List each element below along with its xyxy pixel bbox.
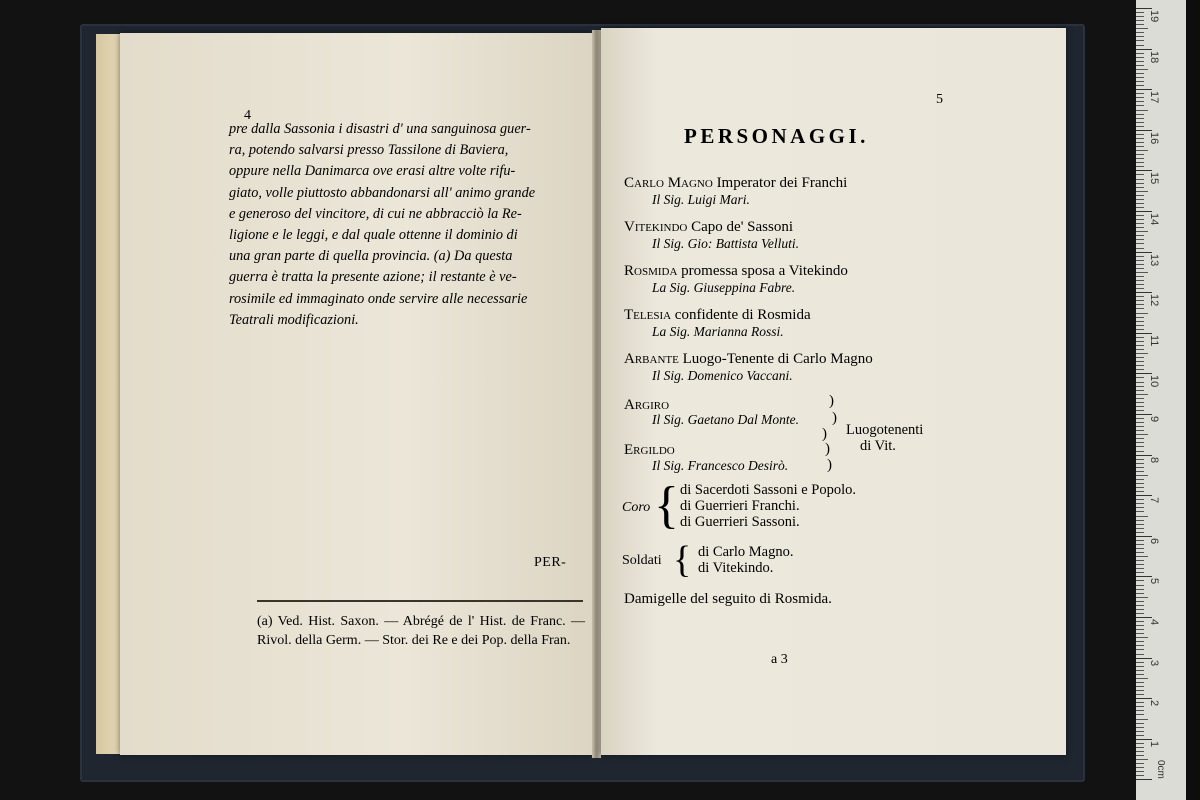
ruler-tick [1136, 524, 1144, 525]
ruler-tick [1136, 191, 1148, 192]
text-line: ligione e le leggi, e dal quale ottenne il dominio di [229, 227, 518, 244]
text-line: giato, volle piuttosto abbandonarsi all' animo grande [229, 184, 536, 201]
ruler-tick [1136, 735, 1144, 736]
text-line: guerra è tratta la presente azione; il restante è ve- [229, 269, 517, 286]
ruler-tick [1136, 126, 1144, 127]
role-name: Telesia [624, 307, 672, 323]
actor-line: La Sig. Giuseppina Fabre. [652, 280, 796, 295]
role-line [624, 218, 793, 236]
ruler-number: 8 [1148, 456, 1160, 463]
ruler-tick [1136, 134, 1144, 135]
ruler-tick [1136, 641, 1144, 642]
ruler-tick [1136, 382, 1144, 383]
ruler-tick [1136, 231, 1148, 232]
ruler-tick [1136, 487, 1144, 488]
ruler-tick [1136, 706, 1144, 707]
ruler-tick [1136, 150, 1148, 151]
ruler-tick [1136, 633, 1144, 634]
ruler-number: 18 [1148, 50, 1160, 63]
brace-glyph: { [673, 539, 692, 581]
ruler-number: 12 [1148, 294, 1160, 307]
ruler-tick [1136, 674, 1144, 675]
ruler-tick [1136, 552, 1144, 553]
ruler-tick [1136, 568, 1144, 569]
ruler-tick [1136, 365, 1144, 366]
paren-mark: ) [825, 441, 830, 457]
ruler-tick [1136, 548, 1144, 549]
ruler-tick [1136, 723, 1144, 724]
ruler-tick [1136, 649, 1144, 650]
role-name: Arbante [624, 351, 679, 367]
ruler-tick [1136, 763, 1144, 764]
ruler-tick [1136, 475, 1148, 476]
actor-line: Il Sig. Gaetano Dal Monte. [652, 412, 799, 427]
ruler-tick [1136, 731, 1144, 732]
ruler-tick [1136, 361, 1144, 362]
ruler-tick [1136, 93, 1144, 94]
ruler-tick [1136, 101, 1144, 102]
text-line: una gran parte di quella provincia. (a) Da questa [229, 248, 513, 265]
ruler-tick [1136, 235, 1144, 236]
ruler-tick [1136, 678, 1148, 679]
ruler-tick [1136, 223, 1144, 224]
ruler-number: 19 [1148, 10, 1160, 23]
ruler-tick [1136, 49, 1152, 50]
role-line [624, 174, 847, 192]
ruler-number: 5 [1148, 578, 1160, 585]
paren-mark: ) [827, 457, 832, 473]
ruler-tick [1136, 69, 1148, 70]
ruler-tick [1136, 138, 1144, 139]
paren-mark: ) [832, 410, 837, 426]
ruler-tick [1136, 564, 1144, 565]
ruler-number: 17 [1148, 91, 1160, 104]
ruler-tick [1136, 369, 1144, 370]
paren-mark: ) [829, 393, 834, 409]
ruler-tick [1136, 142, 1144, 143]
ruler-tick [1136, 345, 1144, 346]
ruler-tick [1136, 158, 1144, 159]
soldati-item: di Vitekindo. [698, 560, 774, 576]
ruler-tick [1136, 654, 1144, 655]
ruler-tick [1136, 621, 1144, 622]
ruler-tick [1136, 572, 1144, 573]
ruler-tick [1136, 85, 1144, 86]
text-line: e generoso del vincitore, di cui ne abbracciò la Re- [229, 205, 522, 222]
role-desc: promessa sposa a Vitekindo [677, 263, 848, 279]
ruler-tick [1136, 629, 1144, 630]
ruler-tick [1136, 446, 1144, 447]
ruler-tick [1136, 386, 1144, 387]
ruler-tick [1136, 463, 1144, 464]
signature-mark: a 3 [771, 652, 788, 667]
ruler-tick [1136, 467, 1144, 468]
ruler-tick [1136, 333, 1152, 334]
cast-heading: PERSONAGGI. [684, 124, 869, 148]
ruler-tick [1136, 580, 1144, 581]
ruler-tick [1136, 520, 1144, 521]
role-name: Ergildo [624, 442, 675, 458]
ruler-tick [1136, 146, 1144, 147]
ruler-tick [1136, 215, 1144, 216]
ruler-tick [1136, 353, 1148, 354]
ruler-tick [1136, 24, 1144, 25]
ruler-tick [1136, 751, 1144, 752]
ruler-tick [1136, 110, 1148, 111]
ruler-tick [1136, 45, 1144, 46]
ruler-tick [1136, 179, 1144, 180]
ruler-tick [1136, 491, 1144, 492]
role-name: Carlo Magno [624, 175, 713, 191]
ruler-tick [1136, 166, 1144, 167]
ruler-tick [1136, 455, 1152, 456]
ruler-tick [1136, 248, 1144, 249]
ruler-tick [1136, 593, 1144, 594]
ruler-tick [1136, 36, 1144, 37]
ruler-tick [1136, 771, 1144, 772]
ruler-tick [1136, 252, 1152, 253]
ruler-tick [1136, 727, 1144, 728]
ruler-tick [1136, 471, 1144, 472]
ruler-tick [1136, 296, 1144, 297]
ruler-tick [1136, 304, 1144, 305]
ruler-tick [1136, 317, 1144, 318]
role-desc: Imperator dei Franchi [712, 175, 848, 191]
ruler-tick [1136, 670, 1144, 671]
ruler-tick [1136, 341, 1144, 342]
ruler-tick [1136, 300, 1144, 301]
ruler-number: 7 [1148, 497, 1160, 504]
ruler-tick [1136, 276, 1144, 277]
footnote: (a) Ved. Hist. Saxon. — Abrégé de l' Hist. de Franc. — Rivol. della Germ. — Stor. dei Re e dei Pop. della Fran. [257, 614, 585, 648]
ruler-tick [1136, 499, 1144, 500]
ruler-tick [1136, 536, 1152, 537]
soldati-item: di Carlo Magno. [698, 544, 794, 560]
ruler-tick [1136, 272, 1148, 273]
ruler-tick [1136, 154, 1144, 155]
lieutenants-label: di Vit. [860, 438, 896, 454]
ruler-tick [1136, 264, 1144, 265]
ruler-tick [1136, 645, 1144, 646]
right-page-number: 5 [936, 92, 943, 107]
ruler-tick [1136, 694, 1144, 695]
ruler-tick [1136, 438, 1144, 439]
ruler-tick [1136, 12, 1144, 13]
ruler-tick [1136, 739, 1152, 740]
ruler-tick [1136, 426, 1144, 427]
ruler-tick [1136, 118, 1144, 119]
ruler-tick [1136, 767, 1144, 768]
ruler-tick [1136, 199, 1144, 200]
ruler-number: 3 [1148, 659, 1160, 666]
ruler-tick [1136, 759, 1148, 760]
ruler-tick [1136, 203, 1144, 204]
ruler-tick [1136, 503, 1144, 504]
ruler-number: 10 [1148, 375, 1160, 388]
text-line: Teatrali modificazioni. [229, 311, 359, 328]
ruler-tick [1136, 451, 1144, 452]
role-line [624, 306, 811, 324]
ruler-tick [1136, 122, 1144, 123]
ruler-tick [1136, 434, 1148, 435]
ruler-tick [1136, 544, 1144, 545]
ruler-tick [1136, 211, 1152, 212]
ruler-tick [1136, 268, 1144, 269]
ruler-tick [1136, 637, 1148, 638]
ruler-tick [1136, 507, 1144, 508]
ruler-tick [1136, 32, 1144, 33]
ruler-tick [1136, 511, 1144, 512]
ruler-tick [1136, 81, 1144, 82]
ruler-tick [1136, 540, 1144, 541]
ruler-tick [1136, 77, 1144, 78]
ruler-tick [1136, 73, 1144, 74]
ruler-tick [1136, 609, 1144, 610]
ruler-tick [1136, 755, 1144, 756]
ruler-tick [1136, 357, 1144, 358]
ruler-tick [1136, 260, 1144, 261]
ruler-tick [1136, 686, 1144, 687]
catchword: PER- [534, 555, 567, 570]
ruler-tick [1136, 227, 1144, 228]
ruler-tick [1136, 243, 1144, 244]
ruler-tick [1136, 61, 1144, 62]
damigelle-line: Damigelle del seguito di Rosmida. [624, 591, 832, 607]
ruler-tick [1136, 65, 1144, 66]
ruler-tick [1136, 313, 1148, 314]
ruler-tick [1136, 308, 1144, 309]
lieutenants-label: Luogotenenti [846, 422, 924, 438]
ruler-tick [1136, 747, 1144, 748]
ruler-tick [1136, 516, 1148, 517]
ruler-tick [1136, 710, 1144, 711]
actor-line: Il Sig. Domenico Vaccani. [652, 368, 793, 383]
ruler-number: 16 [1148, 131, 1160, 145]
ruler-tick [1136, 195, 1144, 196]
ruler-number: 2 [1148, 700, 1160, 707]
ruler-tick [1136, 57, 1144, 58]
ruler-tick [1136, 406, 1144, 407]
coro-item: di Guerrieri Franchi. [680, 498, 800, 514]
coro-label: Coro [622, 500, 651, 515]
ruler-tick [1136, 528, 1144, 529]
text-line: rosimile ed immaginato onde servire alle necessarie [229, 290, 528, 307]
ruler-tick [1136, 597, 1148, 598]
coro-item: di Sacerdoti Sassoni e Popolo. [680, 482, 857, 498]
ruler-number: 13 [1148, 253, 1160, 266]
ruler-tick [1136, 483, 1144, 484]
ruler-number: 9 [1148, 416, 1160, 423]
ruler-tick [1136, 779, 1152, 780]
ruler-tick [1136, 325, 1144, 326]
ruler-tick [1136, 207, 1144, 208]
role-name: Vitekindo [624, 219, 688, 235]
ruler-tick [1136, 532, 1144, 533]
ruler-tick [1136, 28, 1148, 29]
ruler-tick [1136, 775, 1144, 776]
ruler-tick [1136, 329, 1144, 330]
ruler-tick [1136, 337, 1144, 338]
text-line: ra, potendo salvarsi presso Tassilone di Baviera, [229, 142, 509, 159]
ruler-tick [1136, 105, 1144, 106]
role-line [624, 350, 873, 368]
actor-line: Il Sig. Francesco Desirò. [652, 458, 789, 473]
ruler-tick [1136, 402, 1144, 403]
ruler-tick [1136, 666, 1144, 667]
ruler-tick [1136, 418, 1144, 419]
ruler-tick [1136, 187, 1144, 188]
coro-item: di Guerrieri Sassoni. [680, 514, 800, 530]
role-desc: Capo de' Sassoni [687, 219, 793, 235]
ruler-tick [1136, 321, 1144, 322]
ruler-tick [1136, 130, 1152, 131]
ruler-tick [1136, 97, 1144, 98]
ruler-unit: 0cm [1155, 760, 1166, 779]
actor-line: La Sig. Marianna Rossi. [652, 324, 784, 339]
role-desc: confidente di Rosmida [671, 307, 811, 323]
ruler-tick [1136, 114, 1144, 115]
ruler-number: 6 [1148, 537, 1160, 544]
role-name: Argiro [624, 397, 670, 413]
ruler-tick [1136, 239, 1144, 240]
ruler-tick [1136, 40, 1144, 41]
ruler-tick [1136, 414, 1152, 415]
measuring-ruler [1136, 0, 1186, 800]
ruler-tick [1136, 174, 1144, 175]
ruler-tick [1136, 617, 1152, 618]
ruler-tick [1136, 625, 1144, 626]
ruler-tick [1136, 430, 1144, 431]
footnote-rule [257, 600, 583, 602]
ruler-tick [1136, 410, 1144, 411]
ruler-tick [1136, 556, 1148, 557]
role-name: Rosmida [624, 263, 678, 279]
ruler-tick [1136, 20, 1144, 21]
ruler-tick [1136, 690, 1144, 691]
ruler-tick [1136, 390, 1144, 391]
ruler-tick [1136, 219, 1144, 220]
ruler-tick [1136, 53, 1144, 54]
brace-glyph: { [654, 477, 679, 534]
ruler-tick [1136, 589, 1144, 590]
ruler-tick [1136, 349, 1144, 350]
ruler-tick [1136, 442, 1144, 443]
ruler-tick [1136, 377, 1144, 378]
ruler-tick [1136, 183, 1144, 184]
ruler-tick [1136, 422, 1144, 423]
ruler-tick [1136, 459, 1144, 460]
ruler-tick [1136, 601, 1144, 602]
text-line: pre dalla Sassonia i disastri d' una sanguinosa guer- [229, 121, 531, 137]
ruler-number: 15 [1148, 172, 1160, 185]
actor-line: Il Sig. Gio: Battista Velluti. [652, 236, 799, 251]
soldati-label: Soldati [622, 553, 662, 568]
ruler-tick [1136, 719, 1148, 720]
ruler-edge [1186, 0, 1200, 800]
text-line: oppure nella Danimarca ove erasi altre volte rifu- [229, 163, 516, 180]
ruler-tick [1136, 398, 1144, 399]
ruler-tick [1136, 658, 1152, 659]
ruler-tick [1136, 714, 1144, 715]
ruler-tick [1136, 162, 1144, 163]
ruler-number: 1 [1148, 740, 1160, 747]
ruler-number: 11 [1148, 334, 1160, 347]
ruler-tick [1136, 585, 1144, 586]
ruler-tick [1136, 256, 1144, 257]
role-desc: Luogo-Tenente di Carlo Magno [678, 351, 873, 367]
left-page-number: 4 [244, 108, 251, 123]
role-line [624, 262, 848, 280]
ruler-tick [1136, 394, 1148, 395]
ruler-tick [1136, 613, 1144, 614]
left-body-text [229, 119, 574, 331]
ruler-tick [1136, 743, 1144, 744]
ruler-number: 14 [1148, 213, 1160, 226]
ruler-tick [1136, 8, 1152, 9]
ruler-tick [1136, 662, 1144, 663]
ruler-tick [1136, 288, 1144, 289]
ruler-tick [1136, 284, 1144, 285]
ruler-tick [1136, 16, 1144, 17]
ruler-tick [1136, 702, 1144, 703]
ruler-number: 4 [1148, 619, 1160, 626]
paren-mark: ) [822, 426, 827, 442]
ruler-tick [1136, 605, 1144, 606]
ruler-tick [1136, 682, 1144, 683]
ruler-tick [1136, 560, 1144, 561]
actor-line: Il Sig. Luigi Mari. [652, 192, 750, 207]
ruler-tick [1136, 479, 1144, 480]
book-gutter [592, 30, 601, 758]
ruler-tick [1136, 280, 1144, 281]
